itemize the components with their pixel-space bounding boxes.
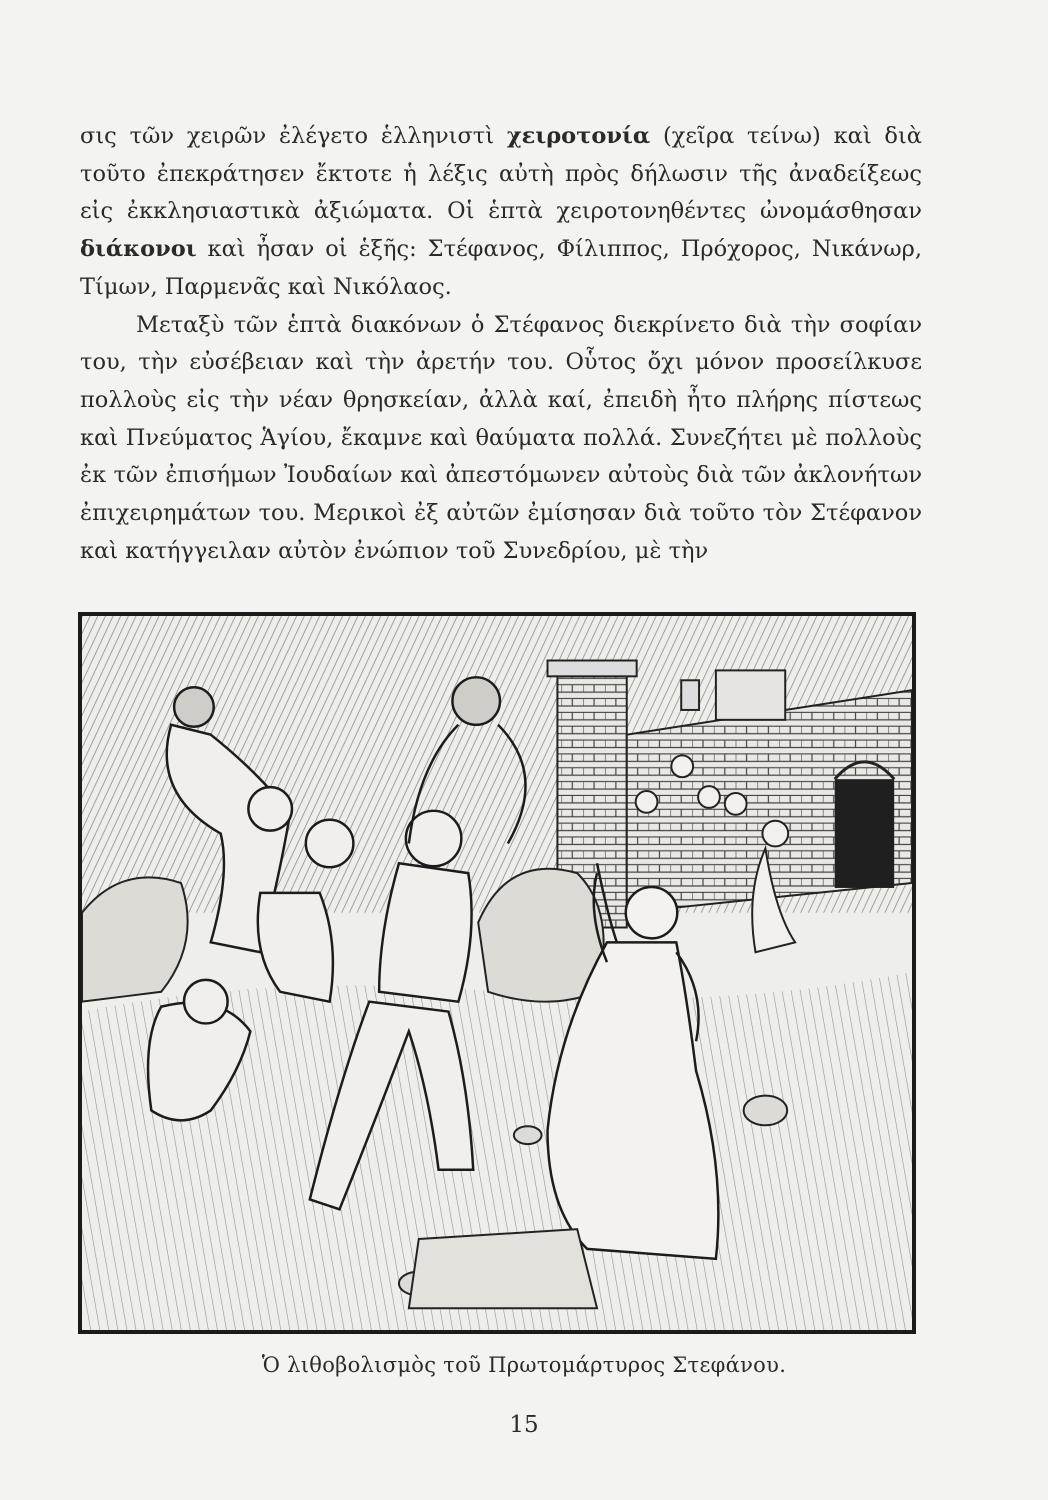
woodcut-illustration [78, 612, 916, 1334]
figure-caption: Ὁ λιθοβολισμὸς τοῦ Πρωτομάρτυρος Στεφάνου. [261, 1353, 787, 1377]
archway [835, 779, 894, 888]
paragraph-1: σις τῶν χειρῶν ἐλέγετο ἑλληνιστὶ χειροτονία (χεῖρα τείνω) καὶ διὰ τοῦτο ἐπεκράτησεν ἔκτοτε ἡ λέξις αὐτὴ πρὸς δήλωσιν τῆς ἀναδείξεως εἰς ἐκκλησιαστικὰ ἀξιώματα. Οἱ ἑπτὰ χειροτονηθέντες ὠνομάσθησαν διάκονοι καὶ ἦσαν οἱ ἑξῆς: Στέφανος, Φίλιππος, Πρόχορος, Νικάνωρ, Τίμων, Παρμενᾶς καὶ Νικόλαος. [80, 123, 922, 300]
paragraph-2: Μεταξὺ τῶν ἑπτὰ διακόνων ὁ Στέφανος διεκρίνετο διὰ τὴν σοφίαν του, τὴν εὐσέβειαν καὶ τὴν ἀρετήν του. Οὗτος ὄχι μόνον προσείλκυσε πολλοὺς εἰς τὴν νέαν θρησκείαν, ἀλλὰ καί, ἐπειδὴ ἦτο πλήρης πίστεως καὶ Πνεύματος Ἁγίου, ἔκαμνε καὶ θαύματα πολλά. Συνεζήτει μὲ πολλοὺς ἐκ τῶν ἐπισήμων Ἰουδαίων καὶ ἀπεστόμωνεν αὐτοὺς διὰ τῶν ἀκλονήτων ἐπιχειρημάτων του. Μερικοὶ ἐξ αὐτῶν ἐμίσησαν διὰ τοῦτο τὸν Στέφανον καὶ κατήγγειλαν αὐτὸν ἐνώπιον τοῦ Συνεδρίου, μὲ τὴν [80, 311, 922, 564]
term-cheirotonia: χειροτονία [506, 123, 651, 149]
stoning-scene-drawing [82, 616, 912, 1330]
body-text [80, 118, 922, 570]
stone-slab [409, 1229, 597, 1308]
page-number: 15 [509, 1412, 539, 1438]
term-diakonoi: διάκονοι [80, 236, 197, 263]
